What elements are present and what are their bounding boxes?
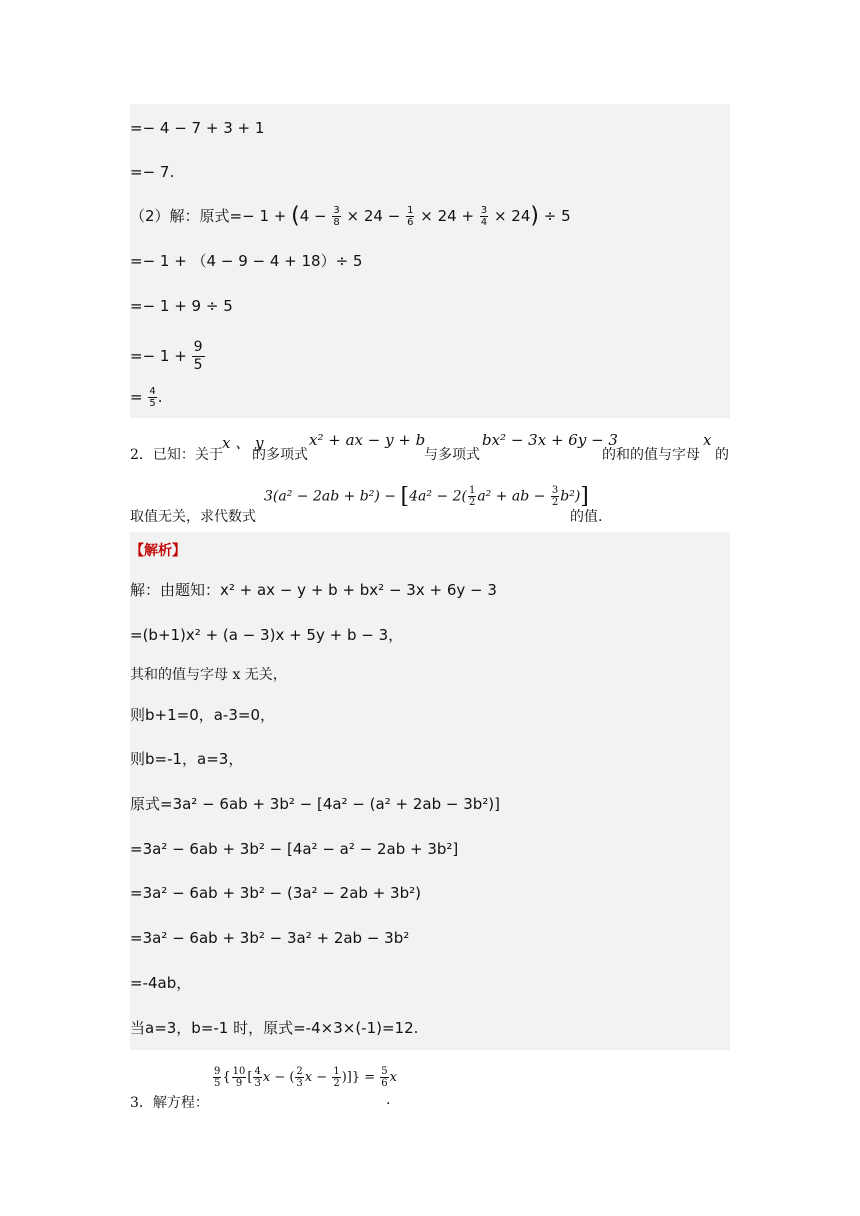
q3-equation — [212, 1066, 397, 1089]
minus-sign: − ( — [270, 1070, 295, 1085]
sol1-p2-e: ÷ 5 — [543, 207, 571, 225]
var-x: x — [389, 1070, 397, 1085]
sol1-line-4: =− 1 + （4 − 9 − 4 + 18）÷ 5 — [130, 252, 363, 270]
q2-vars: x 、 y — [222, 434, 264, 452]
sol1-line-2: =− 7. — [130, 163, 175, 181]
expr-part-b: 4a² − 2( — [409, 488, 467, 505]
q2-text-2: 与多项式 — [424, 447, 480, 463]
sol1-line-5: =− 1 + 9 ÷ 5 — [130, 297, 233, 315]
sol1-p2-prefix: （2）解：原式=− 1 + — [130, 207, 287, 225]
analysis-line-7: =3a² − 6ab + 3b² − [4a² − a² − 2ab + 3b²] — [130, 840, 459, 858]
analysis-block — [130, 532, 730, 1050]
fraction: $\frac{1}{2}$ — [333, 1066, 340, 1089]
q2-poly-2: bx² − 3x + 6y − 3 — [482, 431, 618, 449]
analysis-line-9: =3a² − 6ab + 3b² − 3a² + 2ab − 3b² — [130, 929, 410, 947]
fraction: $\frac{3}{4}$ — [480, 205, 488, 228]
sol1-line-3 — [130, 205, 571, 228]
sol1-l7-suffix: . — [157, 388, 163, 406]
fraction: $\frac{4}{5}$ — [149, 386, 156, 409]
sol1-line-7 — [130, 386, 163, 409]
analysis-line-5: 则b=-1，a=3， — [130, 750, 244, 768]
fraction: $\frac{2}{3}$ — [296, 1066, 303, 1089]
analysis-line-2: =(b+1)x² + (a − 3)x + 5y + b − 3， — [130, 626, 404, 644]
q2-text-5: 取值无关，求代数式 — [130, 509, 256, 525]
analysis-line-6: 原式=3a² − 6ab + 3b² − [4a² − (a² + 2ab − 3b²)] — [130, 795, 500, 813]
expr-part-c: a² + ab − — [477, 488, 546, 505]
q2-text-1: 的多项式 — [252, 447, 308, 463]
q2-var-x: x — [703, 431, 712, 449]
paren-close: ) — [530, 203, 539, 229]
sol1-p2-b: × 24 − — [346, 207, 401, 225]
analysis-label: 【解析】 — [130, 543, 186, 559]
var-x: x — [262, 1070, 271, 1085]
sol1-line-6 — [130, 336, 205, 376]
q3-number: 3．解方程： — [130, 1095, 209, 1111]
fraction: $\frac{9}{5}$ — [214, 1066, 221, 1089]
sol1-p2-c: × 24 + — [420, 207, 475, 225]
analysis-line-1: 解：由题知：x² + ax − y + b + bx² − 3x + 6y − 3 — [130, 581, 497, 599]
fraction: $\frac{1}{2}$ — [468, 485, 476, 508]
minus-sign: − — [312, 1070, 332, 1085]
analysis-line-10: =-4ab， — [130, 974, 192, 992]
q2-text-3: 的和的值与字母 — [602, 447, 700, 463]
expr-part-d: b²) — [560, 488, 581, 505]
var-x: x — [304, 1070, 313, 1085]
q2-expression — [264, 484, 589, 509]
analysis-line-8: =3a² − 6ab + 3b² − (3a² − 2ab + 3b²) — [130, 884, 421, 902]
bracket-open: [ — [400, 484, 410, 509]
sol1-p2-d: × 24 — [493, 207, 531, 225]
fraction: $\frac{3}{2}$ — [551, 485, 559, 508]
paren-open: ( — [291, 203, 300, 229]
fraction: $\frac{9}{5}$ — [193, 339, 203, 373]
analysis-line-3: 其和的值与字母 x 无关， — [130, 667, 287, 683]
analysis-line-11: 当a=3，b=-1 时，原式=-4×3×(-1)=12. — [130, 1019, 419, 1037]
bracket-close: ] — [580, 484, 589, 509]
fraction: $\frac{3}{8}$ — [333, 205, 340, 228]
sol1-p2-a: 4 − — [299, 207, 327, 225]
q2-poly-1: x² + ax − y + b — [309, 431, 426, 449]
close-brackets: )]} = — [341, 1070, 380, 1085]
q2-text-6: 的值. — [570, 509, 603, 525]
q3-end-period: . — [386, 1092, 391, 1108]
bracket-open: [ — [247, 1070, 253, 1085]
expr-part-a: 3(a² − 2ab + b²) − — [264, 488, 397, 505]
fraction: $\frac{10}{9}$ — [232, 1066, 246, 1089]
brace-open: { — [222, 1070, 231, 1085]
sol1-l7-prefix: = — [130, 388, 143, 406]
fraction: $\frac{1}{6}$ — [407, 205, 414, 228]
q2-text-4: 的 — [715, 447, 729, 463]
sol1-l6-prefix: =− 1 + — [130, 347, 187, 365]
q2-number: 2．已知：关于 — [130, 447, 223, 463]
sol1-line-1: =− 4 − 7 + 3 + 1 — [130, 119, 265, 137]
analysis-line-4: 则b+1=0，a-3=0， — [130, 706, 276, 724]
fraction: $\frac{5}{6}$ — [381, 1066, 388, 1089]
fraction: $\frac{4}{3}$ — [254, 1066, 261, 1089]
